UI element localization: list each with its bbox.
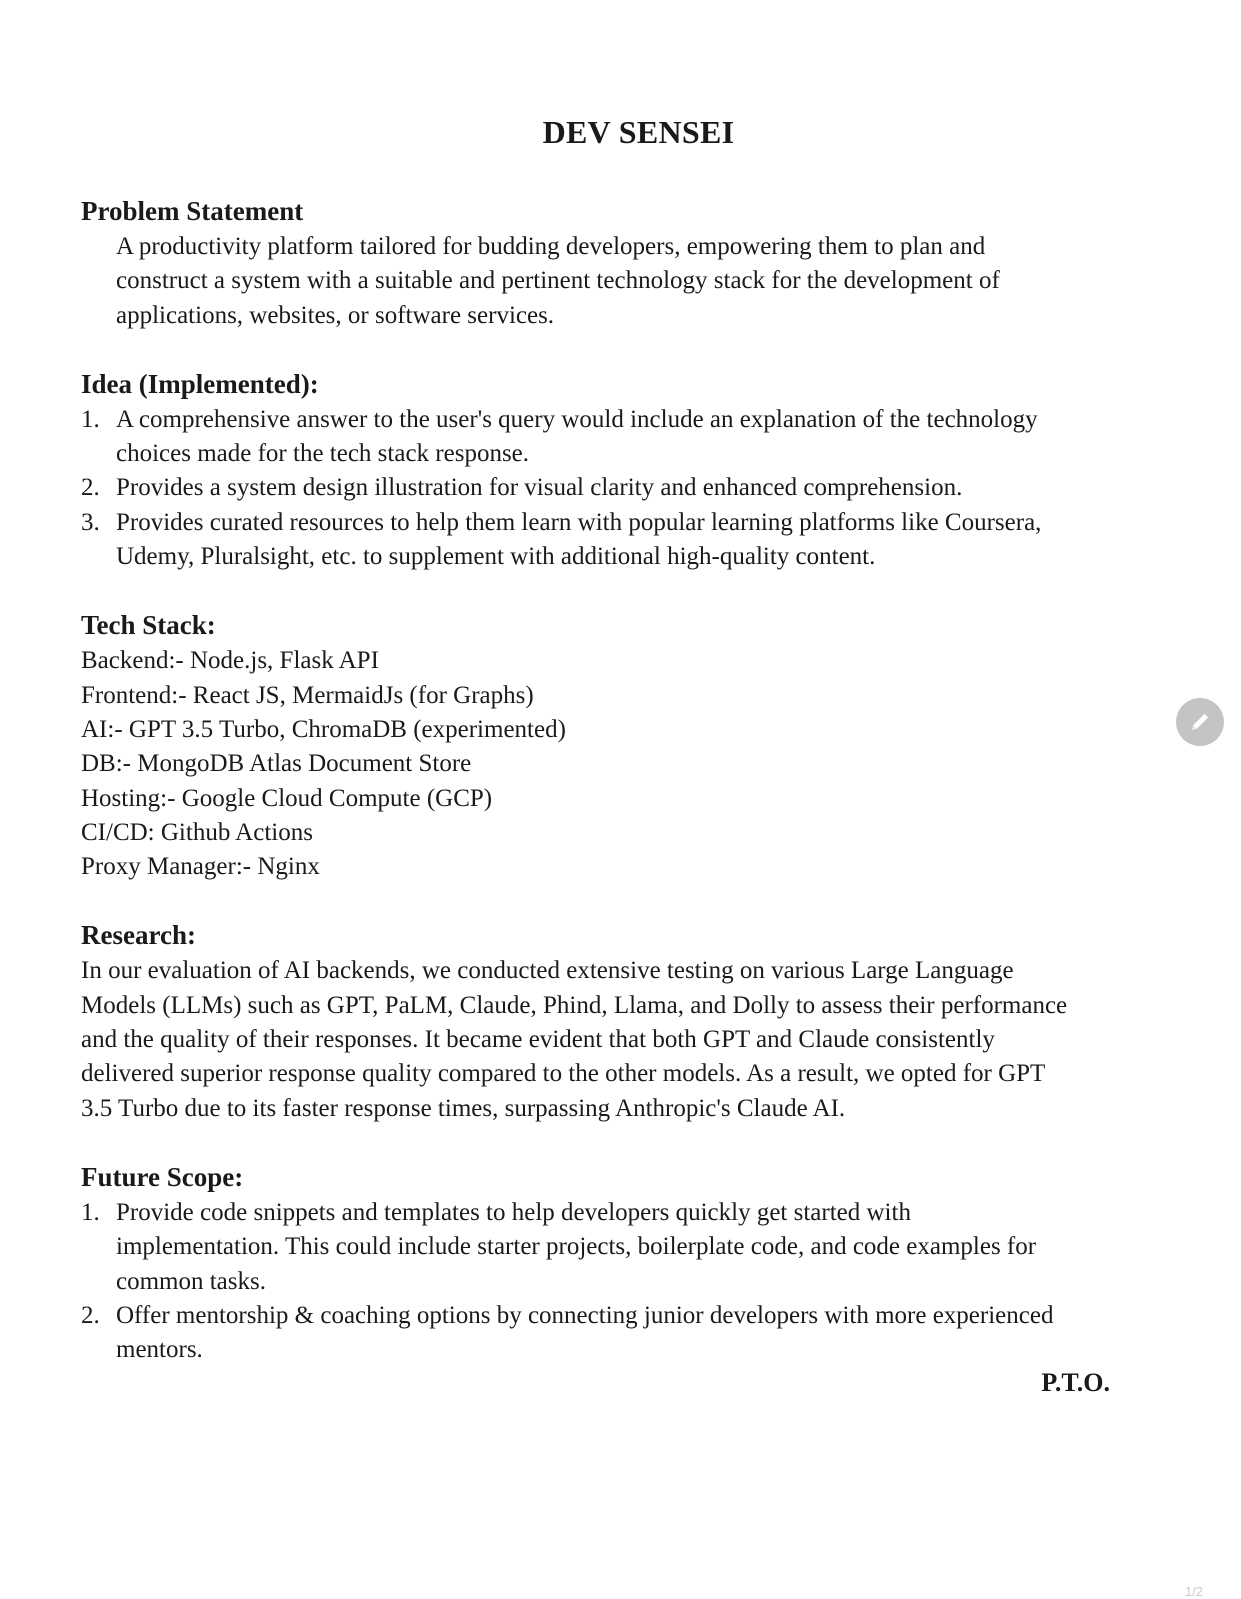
list-item-line: mentors. — [116, 1336, 203, 1364]
tech-stack-line: DB:- MongoDB Atlas Document Store — [81, 750, 472, 778]
problem-line: construct a system with a suitable and pertinent technology stack for the development of — [116, 267, 1000, 295]
document-title: DEV SENSEI — [542, 114, 735, 150]
list-item-line: Offer mentorship & coaching options by connecting junior developers with more experienced — [116, 1301, 1054, 1329]
list-item-line: A comprehensive answer to the user's query would include an explanation of the technology — [116, 405, 1038, 433]
tech-stack-line: Proxy Manager:- Nginx — [81, 853, 320, 881]
section-heading: Problem Statement — [81, 196, 304, 226]
tech-stack-line: Hosting:- Google Cloud Compute (GCP) — [81, 784, 493, 812]
problem-line: A productivity platform tailored for budding developers, empowering them to plan and — [116, 233, 986, 260]
list-number: 1. — [81, 1198, 100, 1226]
list-item-line: Provide code snippets and templates to help developers quickly get started with — [116, 1198, 911, 1226]
list-item-line: Provides curated resources to help them learn with popular learning platforms like Coursera, — [116, 508, 1042, 536]
section-problem-statement — [81, 193, 1121, 333]
tech-stack-line: CI/CD: Github Actions — [81, 818, 313, 846]
problem-line: applications, websites, or software services. — [116, 301, 555, 329]
section-idea — [81, 366, 1121, 574]
section-heading: Future Scope: — [81, 1161, 244, 1192]
tech-stack-line: Backend:- Node.js, Flask API — [81, 647, 379, 675]
page-indicator: 1/2 — [1184, 1584, 1203, 1599]
list-item-line: choices made for the tech stack response. — [116, 440, 530, 468]
list-item — [81, 471, 1121, 505]
idea-list — [81, 403, 1121, 574]
list-number: 2. — [81, 474, 100, 502]
list-number: 3. — [81, 508, 100, 536]
document-body — [81, 193, 1121, 1367]
list-item — [81, 1299, 1121, 1368]
tech-stack-line: AI:- GPT 3.5 Turbo, ChromaDB (experimented) — [81, 715, 566, 743]
section-heading: Tech Stack: — [81, 610, 216, 641]
section-tech-stack — [81, 607, 1121, 884]
section-future-scope — [81, 1159, 1121, 1367]
future-scope-list — [81, 1196, 1121, 1367]
research-line: 3.5 Turbo due to its faster response times, surpassing Anthropic's Claude AI. — [81, 1094, 846, 1122]
edit-button[interactable] — [1176, 698, 1224, 746]
list-item-line: Provides a system design illustration for visual clarity and enhanced comprehension. — [116, 474, 963, 502]
list-number: 2. — [81, 1301, 100, 1329]
section-heading: Research: — [81, 920, 196, 951]
list-item-line: Udemy, Pluralsight, etc. to supplement with additional high-quality content. — [116, 543, 876, 571]
list-item-line: common tasks. — [116, 1267, 266, 1295]
list-item — [81, 506, 1121, 575]
pto-label: P.T.O. — [1041, 1368, 1110, 1397]
list-number: 1. — [81, 405, 100, 433]
list-item — [81, 403, 1121, 472]
research-line: delivered superior response quality compared to the other models. As a result, we opted for GPT — [81, 1060, 1046, 1088]
pencil-icon — [1188, 710, 1212, 734]
section-research — [81, 917, 1121, 1125]
list-item-line: implementation. This could include starter projects, boilerplate code, and code examples for — [116, 1233, 1037, 1261]
research-line: In our evaluation of AI backends, we conducted extensive testing on various Large Language — [81, 957, 1014, 985]
research-line: and the quality of their responses. It became evident that both GPT and Claude consistently — [81, 1026, 995, 1054]
list-item — [81, 1196, 1121, 1299]
section-heading: Idea (Implemented): — [81, 368, 319, 399]
tech-stack-line: Frontend:- React JS, MermaidJs (for Graphs) — [81, 681, 534, 709]
research-line: Models (LLMs) such as GPT, PaLM, Claude, Phind, Llama, and Dolly to assess their performance — [81, 991, 1068, 1019]
